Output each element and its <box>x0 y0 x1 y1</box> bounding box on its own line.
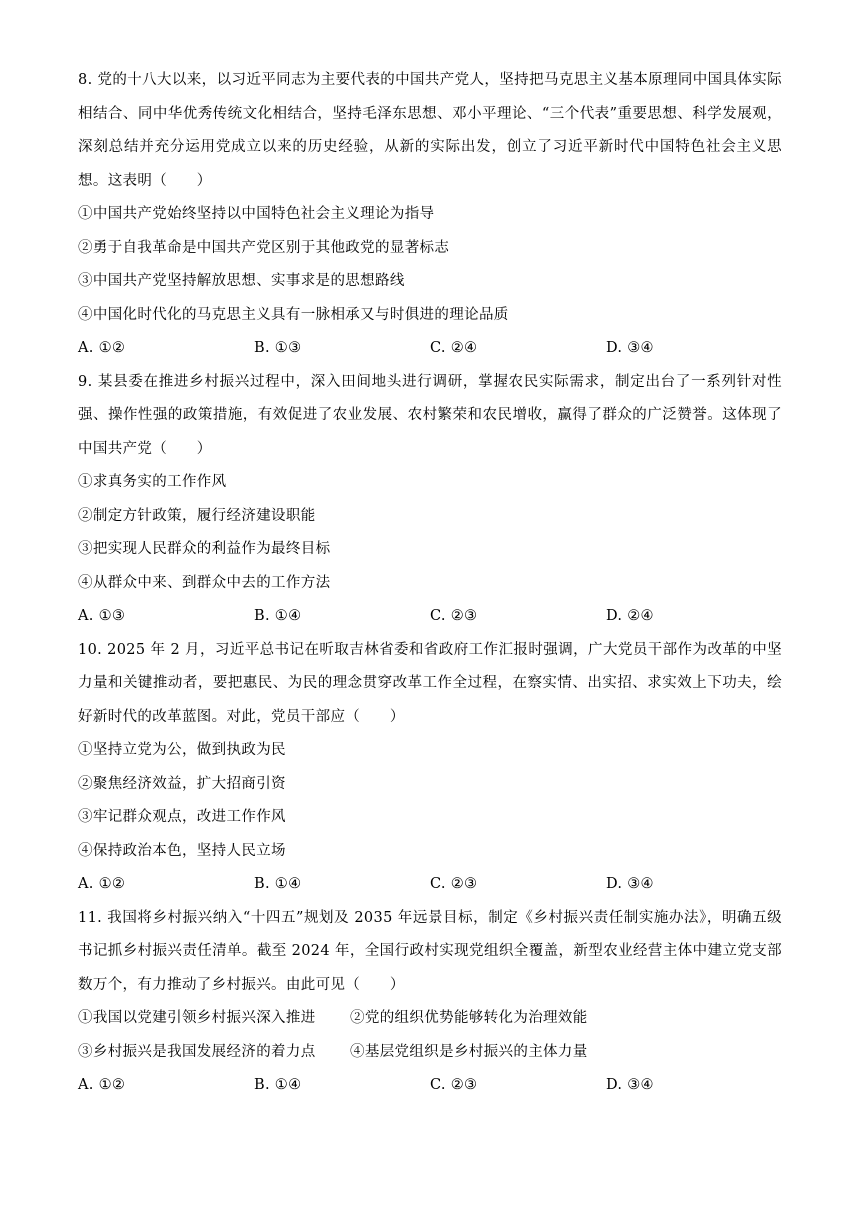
option-statement: ④保持政治本色，坚持人民立场 <box>78 842 286 859</box>
question-stem: 10. 2025 年 2 月，习近平总书记在听取吉林省委和省政府工作汇报时强调，广大党员干部作为改革的中坚力量和关键推动者，要把惠民、为民的理念贯穿改革工作全过程，在察实情、出实招、求实效上下功夫，绘好新时代的改革蓝图。对此，党员干部应（ ） <box>78 641 782 725</box>
question-8 <box>78 64 782 366</box>
answer-choice-a: A. ①③ <box>78 608 126 624</box>
answer-choice-c: C. ②③ <box>430 608 478 624</box>
answer-choice-d: D. ③④ <box>606 340 654 356</box>
option-statement: ①坚持立党为公，做到执政为民 <box>78 742 286 758</box>
answer-choices <box>78 868 782 902</box>
option-row <box>78 1036 782 1070</box>
question-stem: 9. 某县委在推进乡村振兴过程中，深入田间地头进行调研，掌握农民实际需求，制定出台了一系列针对性强、操作性强的政策措施，有效促进了农业发展、农村繁荣和农民增收，赢得了群众的广泛赞誉。这体现了中国共产党（ ） <box>78 373 782 457</box>
answer-choice-c: C. ②③ <box>430 1077 478 1093</box>
option-statement: ②聚焦经济效益，扩大招商引资 <box>78 775 286 792</box>
answer-choice-c: C. ②③ <box>430 876 478 892</box>
answer-choice-a: A. ①② <box>78 876 126 892</box>
answer-choice-d: D. ③④ <box>606 876 654 892</box>
option-statement: ①中国共产党始终坚持以中国特色社会主义理论为指导 <box>78 206 435 222</box>
option-row <box>78 1002 782 1036</box>
question-10 <box>78 634 782 902</box>
option-statement: ③乡村振兴是我国发展经济的着力点 <box>78 1043 316 1060</box>
option-statement: ③中国共产党坚持解放思想、实事求是的思想路线 <box>78 273 405 289</box>
question-9 <box>78 366 782 634</box>
answer-choices <box>78 1069 782 1103</box>
option-statement: ③把实现人民群众的利益作为最终目标 <box>78 541 331 557</box>
option-statement: ②勇于自我革命是中国共产党区别于其他政党的显著标志 <box>78 239 450 256</box>
answer-choice-a: A. ①② <box>78 1077 126 1093</box>
option-statement: ④中国化时代化的马克思主义具有一脉相承又与时俱进的理论品质 <box>78 306 509 323</box>
question-11 <box>78 902 782 1103</box>
answer-choice-c: C. ②④ <box>430 340 478 356</box>
question-stem: 8. 党的十八大以来，以习近平同志为主要代表的中国共产党人，坚持把马克思主义基本原理同中国具体实际相结合、同中华优秀传统文化相结合，坚持毛泽东思想、邓小平理论、“三个代表”重要思想、科学发展观，深刻总结并充分运用党成立以来的历史经验，从新的实际出发，创立了习近平新时代中国特色社会主义思想。这表明（ ） <box>78 72 782 189</box>
answer-choice-b: B. ①③ <box>254 340 302 356</box>
option-statement: ①求真务实的工作作风 <box>78 474 227 490</box>
answer-choice-a: A. ①② <box>78 340 126 356</box>
option-statement: ②制定方针政策，履行经济建设职能 <box>78 507 316 524</box>
answer-choices <box>78 332 782 366</box>
question-stem: 11. 我国将乡村振兴纳入“十四五”规划及 2035 年远景目标，制定《乡村振兴责任制实施办法》，明确五级书记抓乡村振兴责任清单。截至 2024 年，全国行政村实现党组织全覆盖，新型农业经营主体中建立党支部数万个，有力推动了乡村振兴。由此可见（ ） <box>78 909 782 993</box>
option-statement: ④基层党组织是乡村振兴的主体力量 <box>350 1043 588 1060</box>
answer-choice-b: B. ①④ <box>254 876 302 892</box>
option-statement: ③牢记群众观点，改进工作作风 <box>78 809 286 825</box>
option-statement: ④从群众中来、到群众中去的工作方法 <box>78 574 331 591</box>
answer-choice-b: B. ①④ <box>254 608 302 624</box>
option-statement: ①我国以党建引领乡村振兴深入推进 <box>78 1010 316 1026</box>
answer-choice-d: D. ②④ <box>606 608 654 624</box>
option-statement: ②党的组织优势能够转化为治理效能 <box>350 1010 588 1026</box>
answer-choice-b: B. ①④ <box>254 1077 302 1093</box>
answer-choice-d: D. ③④ <box>606 1077 654 1093</box>
answer-choices <box>78 600 782 634</box>
